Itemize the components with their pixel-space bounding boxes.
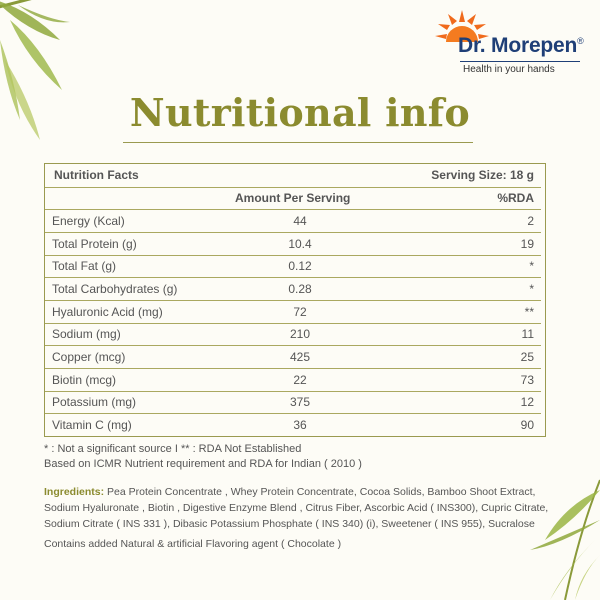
nutrient-amount: 36	[245, 413, 355, 436]
amount-column-header: Amount Per Serving	[45, 187, 355, 210]
rda-column-header: %RDA	[355, 187, 541, 210]
registered-mark: ®	[577, 36, 584, 46]
nutrient-name: Total Protein (g)	[45, 232, 245, 255]
brand-logo	[432, 8, 592, 74]
nutrient-amount: 10.4	[245, 232, 355, 255]
nutrient-rda: 2	[355, 209, 541, 232]
footnotes	[44, 442, 362, 472]
nutrient-rda: **	[355, 300, 541, 323]
footnote-source: Based on ICMR Nutrient requirement and RDA for Indian ( 2010 )	[44, 458, 362, 470]
nutrient-amount: 72	[245, 300, 355, 323]
nutrient-name: Total Fat (g)	[45, 255, 245, 278]
nutrient-rda: *	[355, 255, 541, 278]
nutrient-name: Sodium (mg)	[45, 323, 245, 346]
nutrient-rda: 19	[355, 232, 541, 255]
footnote-legend: * : Not a significant source I ** : RDA Not Established	[44, 443, 302, 455]
nutrient-name: Hyaluronic Acid (mg)	[45, 300, 245, 323]
nutrient-rda: *	[355, 277, 541, 300]
nutrient-name: Potassium (mg)	[45, 391, 245, 414]
nutrient-rda: 73	[355, 368, 541, 391]
flavoring-note: Contains added Natural & artificial Flavoring agent ( Chocolate )	[44, 538, 342, 550]
ingredients-label: Ingredients:	[44, 486, 105, 498]
nutrient-name: Vitamin C (mg)	[45, 413, 245, 436]
nutrient-amount: 0.28	[245, 277, 355, 300]
nutrient-rda: 25	[355, 345, 541, 368]
title-underline	[123, 142, 473, 143]
ingredients-list	[44, 484, 569, 532]
ingredients-block	[44, 484, 569, 552]
nutrient-rda: 11	[355, 323, 541, 346]
nutrient-amount: 0.12	[245, 255, 355, 278]
nutrient-name: Total Carbohydrates (g)	[45, 277, 245, 300]
nutrient-name: Copper (mcg)	[45, 345, 245, 368]
nutrition-table	[44, 163, 546, 437]
serving-size-heading: Serving Size: 18 g	[431, 168, 534, 183]
ingredients-text: Pea Protein Concentrate , Whey Protein Concentrate, Cocoa Solids, Bamboo Shoot Extract, Sodium Hyaluronate , Biotin , Digestive Enzyme Blend , Citrus Fiber, Ascorbic Acid ( INS300), Cupric Citrate, Sodium Citrate ( INS 331 ), Dibasic Potassium Phosphate ( INS 340) (i), Sweetener ( INS 955), Sucralose	[44, 486, 549, 530]
nutrition-facts-heading: Nutrition Facts	[54, 168, 139, 183]
nutrient-amount: 44	[245, 209, 355, 232]
nutrient-amount: 210	[245, 323, 355, 346]
nutrient-amount: 22	[245, 368, 355, 391]
brand-tagline: Health in your hands	[463, 64, 555, 75]
nutrient-name: Biotin (mcg)	[45, 368, 245, 391]
brand-name: Dr. Morepen	[458, 34, 578, 57]
nutrient-name: Energy (Kcal)	[45, 209, 245, 232]
nutrient-amount: 375	[245, 391, 355, 414]
nutrient-rda: 90	[355, 413, 541, 436]
nutrient-amount: 425	[245, 345, 355, 368]
nutrient-rda: 12	[355, 391, 541, 414]
page-title: Nutritional info	[129, 90, 471, 135]
logo-underline	[460, 61, 580, 62]
